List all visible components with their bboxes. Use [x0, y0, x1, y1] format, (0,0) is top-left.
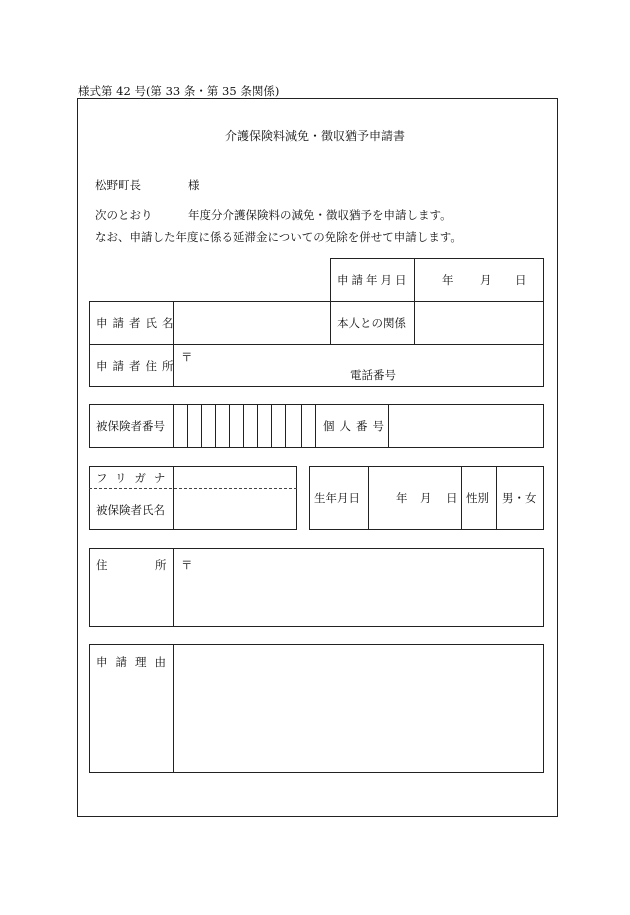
applicant-postal-mark: 〒 — [181, 350, 193, 364]
insured-address-field[interactable] — [174, 549, 543, 626]
furigana-label: フリガナ — [96, 471, 174, 485]
phone-label: 電話番号 — [350, 368, 396, 382]
personal-number-label: 個人番号 — [323, 419, 389, 433]
applicant-address-field[interactable] — [174, 345, 543, 386]
birth-date-label: 生年月日 — [314, 491, 360, 505]
date-day-label: 日 — [515, 273, 527, 287]
application-date-label: 申請年月日 — [337, 273, 410, 287]
birth-day-label: 日 — [446, 491, 458, 505]
birth-year-label: 年 — [396, 491, 408, 505]
insured-postal-mark: 〒 — [181, 558, 193, 572]
application-date-field[interactable] — [415, 259, 543, 301]
insured-name-label: 被保険者氏名 — [96, 503, 165, 517]
reason-field[interactable] — [174, 645, 543, 772]
reason-label: 申請理由 — [96, 655, 174, 669]
applicant-name-label: 申請者氏名 — [96, 316, 179, 330]
form-title: 介護保険料減免・徴収猶予申請書 — [224, 129, 405, 143]
applicant-address-label: 申請者住所 — [96, 359, 179, 373]
applicant-name-field[interactable] — [174, 302, 329, 343]
intro-line2: なお、申請した年度に係る延滞金についての免除を併せて申請します。 — [95, 230, 462, 244]
birth-date-field[interactable] — [369, 467, 460, 529]
birth-month-label: 月 — [420, 491, 432, 505]
personal-number-field[interactable] — [389, 405, 543, 447]
relation-label: 本人との関係 — [337, 316, 406, 330]
address-label-left: 住 — [96, 558, 108, 572]
insured-name-field[interactable] — [174, 490, 296, 529]
insured-number-digits[interactable] — [174, 405, 314, 447]
date-year-label: 年 — [442, 273, 454, 287]
intro-prefix: 次のとおり — [95, 208, 153, 222]
sex-label: 性別 — [466, 491, 489, 505]
addressee-honorific: 様 — [188, 178, 200, 192]
date-month-label: 月 — [480, 273, 492, 287]
intro-line1: 年度分介護保険料の減免・徴収猶予を申請します。 — [188, 208, 452, 222]
insured-number-label: 被保険者番号 — [96, 419, 165, 433]
address-label-right: 所 — [155, 558, 167, 572]
furigana-field[interactable] — [174, 467, 296, 487]
relation-field[interactable] — [415, 302, 543, 343]
form-number: 様式第 42 号(第 33 条・第 35 条関係) — [78, 84, 280, 98]
addressee-name: 松野町長 — [95, 178, 141, 192]
sex-options[interactable]: 男・女 — [502, 491, 537, 505]
